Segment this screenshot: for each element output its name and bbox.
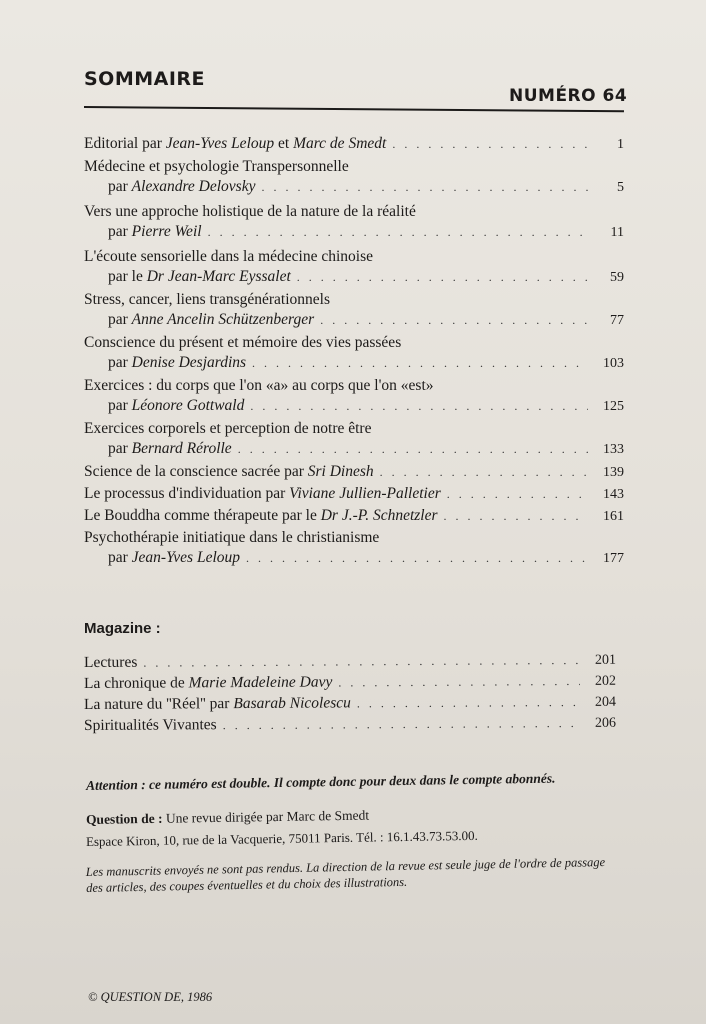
toc-entry [84,247,624,287]
toc-line [84,157,624,177]
entry-text: Editorial par [84,135,166,152]
dot-leader [392,134,588,154]
notes [85,770,616,896]
toc-line-text [108,267,291,287]
toc-line [84,310,624,330]
author-name: Marc de Smedt [293,135,387,152]
toc-line-text [108,396,244,416]
entry-text: Exercices corporels et perception de notre être [84,420,372,437]
entry-text: L'écoute sensorielle dans la médecine chinoise [84,248,373,265]
page-number: 139 [603,465,624,480]
toc-line [84,396,624,416]
page-number: 204 [594,694,617,710]
toc-entry [84,157,624,197]
toc-line [84,267,624,287]
dot-leader [357,692,580,714]
toc-line-text [84,528,379,548]
entry-text: par le [108,268,147,285]
toc-line [84,462,624,482]
author-name: Marie Madeleine Davy [188,673,333,692]
page-number: 133 [603,442,624,457]
dot-leader [223,713,580,736]
toc-entry [84,462,624,482]
copyright: © QUESTION DE, 1986 [88,990,213,1004]
page-number: 59 [610,270,624,285]
entry-text: et [274,135,294,152]
author-name: Léonore Gottwald [131,397,245,414]
table-of-contents [84,134,624,568]
page-number: 202 [594,673,617,689]
toc-line-text [84,376,434,396]
dot-leader [246,548,588,568]
entry-text: Médecine et psychologie Transpersonnelle [84,158,349,175]
question-label: Question de : [85,810,163,827]
header-rule [84,106,624,112]
toc-line-text [84,247,373,267]
toc-line-text [84,202,416,222]
dot-leader [261,177,588,197]
entry-text: par [108,549,132,566]
page-number: 77 [610,313,624,328]
toc-line [84,222,624,242]
page-number: 1 [617,137,624,152]
page-number: 143 [603,487,624,502]
toc-line [84,484,624,504]
toc-line [84,528,624,548]
dot-leader [297,267,588,287]
attention-note: Attention : ce numéro est double. Il compte donc pour deux dans le compte abonnés. [85,770,556,793]
author-name: Anne Ancelin Schützenberger [131,311,315,328]
issue-number: NUMÉRO 64 [509,86,628,106]
entry-text: Spiritualités Vivantes [83,716,217,734]
page-number: 5 [617,180,624,195]
toc-line-text [84,462,374,482]
entry-text: Le processus d'individuation par [84,485,290,502]
toc-entry [84,419,624,459]
entry-text: Vers une approche holistique de la nature de la réalité [84,203,416,220]
toc-entry [84,134,624,154]
toc-line [84,177,624,197]
question-line [86,804,616,828]
magazine-heading: Magazine : [84,620,161,637]
entry-text: Lectures [83,653,138,671]
page-number: 11 [610,225,624,240]
toc-line-text [108,439,232,459]
dot-leader [250,396,588,416]
page-number: 103 [603,356,624,371]
author-name: Dr J.-P. Schnetzler [320,507,438,524]
author-name: Denise Desjardins [131,354,247,371]
entry-text: Le Bouddha comme thérapeute par le [84,507,321,524]
author-name: Jean-Yves Leloup [165,135,275,152]
dot-leader [444,506,588,526]
magazine-item-text [84,692,351,715]
entry-text: par [108,223,132,240]
toc-line [84,134,624,154]
entry-text: par [108,397,132,414]
toc-entry [84,290,624,330]
dot-leader [380,462,588,482]
dot-leader [320,310,588,330]
author-name: Pierre Weil [131,223,202,240]
toc-line-text [84,419,371,439]
toc-line-text [84,506,438,526]
toc-entry [84,506,624,526]
author-name: Viviane Jullien-Palletier [289,485,441,502]
toc-line [84,290,624,310]
toc-line [84,548,624,568]
author-name: Sri Dinesh [307,463,374,480]
page-number: 125 [603,399,624,414]
toc-line [84,353,624,373]
page-number: 177 [603,551,624,566]
toc-line [84,439,624,459]
entry-text: par [108,440,132,457]
entry-text: La nature du ''Réel'' par [83,695,234,713]
entry-text: Stress, cancer, liens transgénérationnels [84,291,331,308]
toc-line [84,376,624,396]
toc-line-text [108,222,202,242]
page-title: SOMMAIRE [84,68,206,90]
page-number: 201 [594,652,617,668]
entry-text: La chronique de [83,674,189,692]
dot-leader [338,671,580,693]
entry-text: Conscience du présent et mémoire des vies passées [84,334,402,351]
magazine-item-text [84,652,137,673]
toc-entry [84,528,624,568]
magazine-item [84,712,616,736]
toc-line-text [84,157,349,177]
toc-entry [84,484,624,504]
toc-line [84,419,624,439]
dot-leader [447,484,588,504]
entry-text: Science de la conscience sacrée par [84,463,308,480]
page-number: 206 [594,715,617,731]
dot-leader [252,353,588,373]
author-name: Basarab Nicolescu [233,694,351,713]
toc-line-text [108,548,240,568]
toc-line [84,506,624,526]
address-line: Espace Kiron, 10, rue de la Vacquerie, 75011 Paris. Tél. : 16.1.43.73.53.00. [85,827,478,849]
magazine-item-text [84,714,217,736]
toc-line-text [84,333,401,353]
entry-text: par [108,311,132,328]
dot-leader [208,222,588,242]
disclaimer: Les manuscrits envoyés ne sont pas rendus. La direction de la revue est seule juge de l'ordre de passage des articles, des coupes éventuelles et du choix des illustrations. [85,855,606,895]
entry-text: par [108,354,132,371]
question-text: Une revue dirigée par Marc de Smedt [162,807,370,826]
toc-line [84,333,624,353]
toc-entry [84,376,624,416]
toc-line-text [108,310,314,330]
toc-line-text [84,290,330,310]
page-number: 161 [603,509,624,524]
toc-entry [84,333,624,373]
toc-line-text [108,353,246,373]
toc-line-text [84,134,386,154]
author-name: Bernard Rérolle [131,440,232,457]
toc-line [84,202,624,222]
toc-line-text [84,484,441,504]
entry-text: par [108,178,132,195]
toc-entry [84,202,624,242]
dot-leader [238,439,588,459]
magazine-item-text [84,671,332,694]
toc-line [84,247,624,267]
toc-line-text [108,177,255,197]
magazine-list [84,652,616,736]
entry-text: Psychothérapie initiatique dans le christianisme [84,529,380,546]
author-name: Alexandre Delovsky [131,178,256,195]
author-name: Jean-Yves Leloup [131,549,241,566]
author-name: Dr Jean-Marc Eyssalet [146,268,291,285]
entry-text: Exercices : du corps que l'on «a» au corps que l'on «est» [84,377,434,394]
